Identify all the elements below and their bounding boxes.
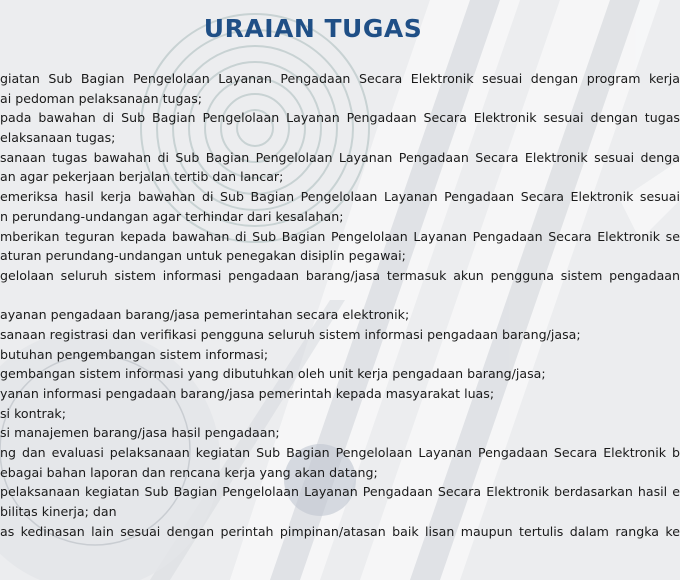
task-line: butuhan pengembangan sistem informasi;	[0, 346, 269, 362]
task-line: elaksanaan tugas;	[0, 130, 116, 146]
task-line: giatan Sub Bagian Pengelolaan Layanan Pengadaan Secara Elektronik sesuai dengan program kerja	[0, 71, 680, 86]
task-line: ng dan evaluasi pelaksanaan kegiatan Sub Bagian Pengelolaan Layanan Pengadaan Secara Elektronik b	[0, 445, 680, 461]
task-line: si kontrak;	[0, 405, 66, 421]
task-line: bilitas kinerja; dan	[0, 504, 117, 520]
task-line: sanaan registrasi dan verifikasi pengguna seluruh sistem informasi pengadaan barang/jasa;	[0, 326, 581, 342]
task-line: n perundang-undangan agar terhindar dari kesalahan;	[0, 208, 344, 224]
task-line: ai pedoman pelaksanaan tugas;	[0, 90, 202, 106]
task-line: aturan perundang-undangan untuk penegakan disiplin pegawai;	[0, 248, 406, 264]
task-line: as kedinasan lain sesuai dengan perintah pimpinan/atasan baik lisan maupun tertulis dalam rangka ke	[0, 523, 680, 539]
task-line: pada bawahan di Sub Bagian Pengelolaan Layanan Pengadaan Secara Elektronik sesuai dengan tugas	[0, 110, 680, 126]
task-line: ebagai bahan laporan dan rencana kerja yang akan datang;	[0, 464, 378, 480]
task-line: sanaan tugas bawahan di Sub Bagian Pengelolaan Layanan Pengadaan Secara Elektronik sesuai denga	[0, 149, 680, 165]
task-line	[0, 286, 680, 306]
task-line: yanan informasi pengadaan barang/jasa pemerintah kepada masyarakat luas;	[0, 386, 495, 401]
task-line: gelolaan seluruh sistem informasi pengadaan barang/jasa termasuk akun pengguna sistem pengadaan	[0, 267, 680, 283]
task-line: emeriksa hasil kerja bawahan di Sub Bagian Pengelolaan Layanan Pengadaan Secara Elektronik sesuai	[0, 189, 680, 205]
task-line: ayanan pengadaan barang/jasa pemerintahan secara elektronik;	[0, 307, 410, 323]
task-line: si manajemen barang/jasa hasil pengadaan;	[0, 425, 280, 441]
task-line: gembangan sistem informasi yang dibutuhkan oleh unit kerja pengadaan barang/jasa;	[0, 366, 546, 382]
task-line: mberikan teguran kepada bawahan di Sub Bagian Pengelolaan Layanan Pengadaan Secara Elektronik se	[0, 228, 680, 244]
task-list	[0, 69, 680, 542]
page-title: URAIAN TUGAS	[203, 14, 423, 43]
task-line: pelaksanaan kegiatan Sub Bagian Pengelolaan Layanan Pengadaan Secara Elektronik berdasarkan hasil e	[0, 484, 680, 500]
task-line: an agar pekerjaan berjalan tertib dan lancar;	[0, 169, 284, 185]
